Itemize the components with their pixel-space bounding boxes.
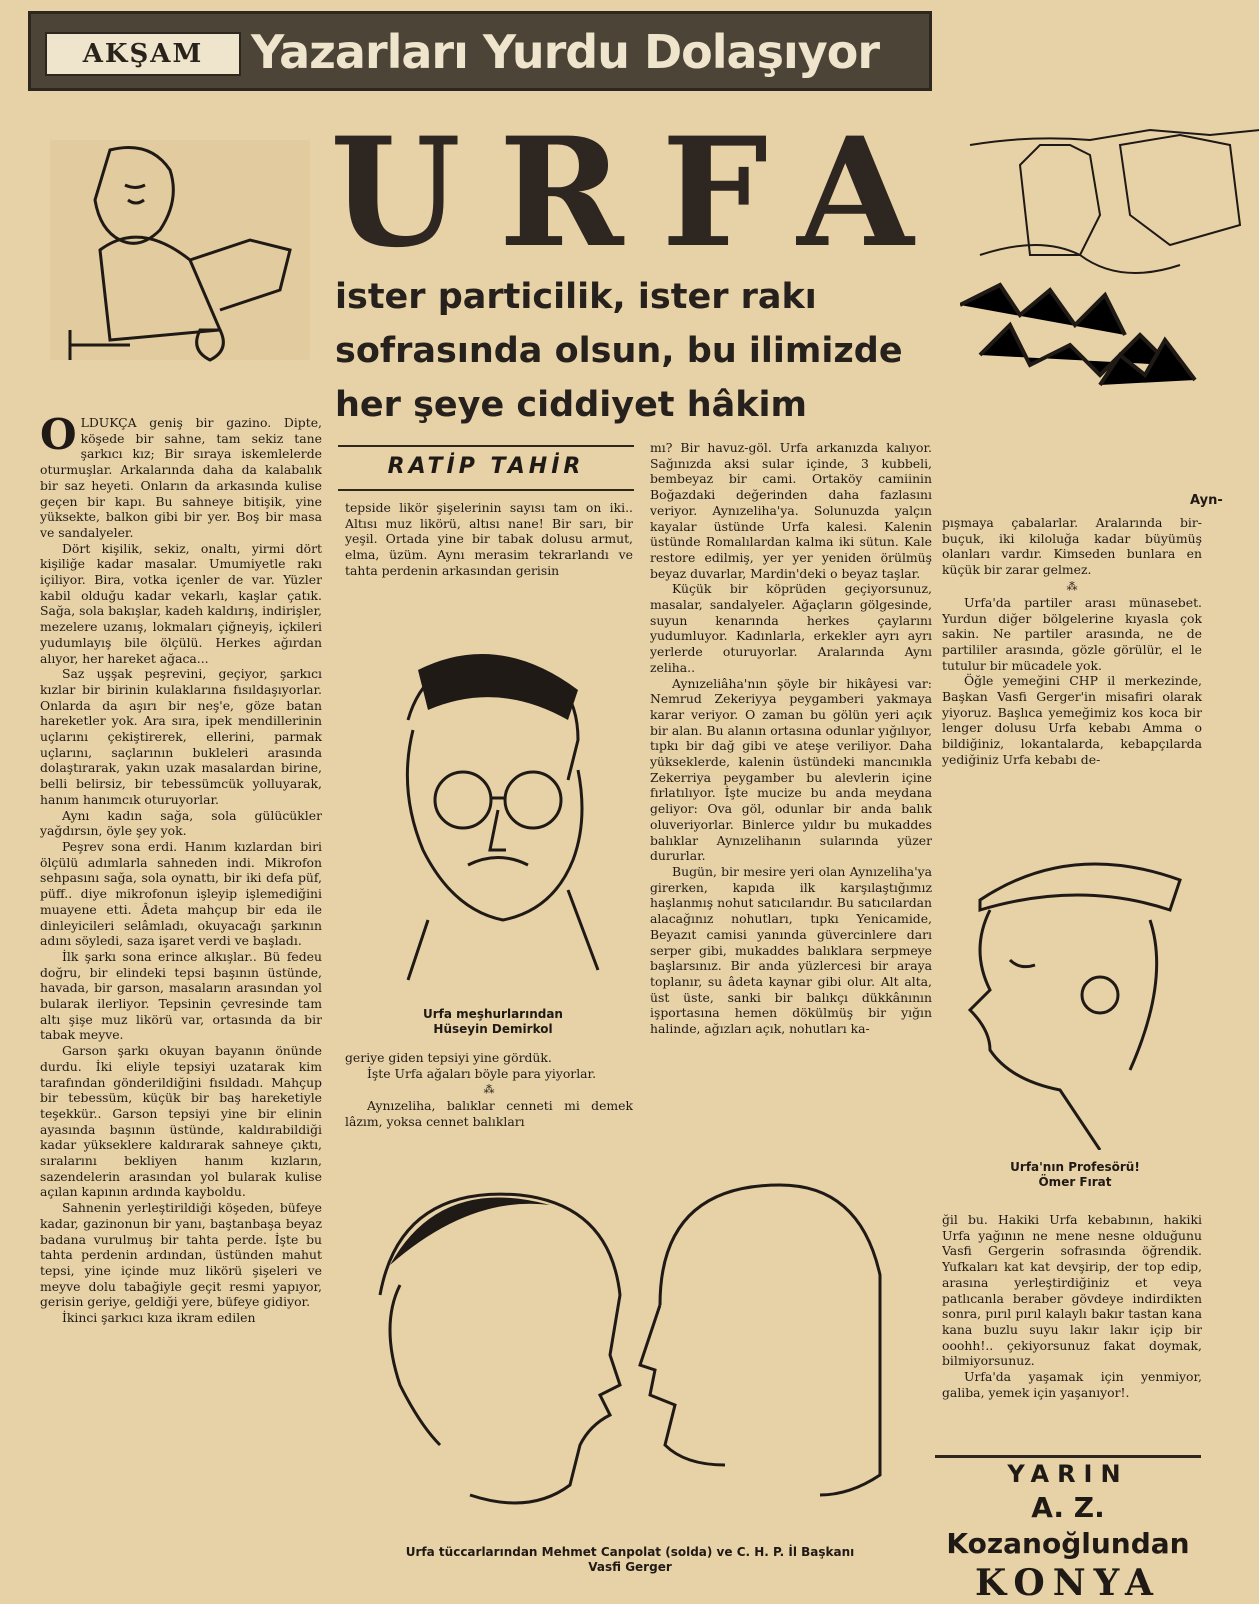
subheadline (335, 270, 940, 432)
firat-caption: Urfa'nın Profesörü! Ömer Fırat (1010, 1160, 1140, 1189)
yarin-label: YARIN (935, 1455, 1201, 1490)
paragraph: İlk şarkı sona erince alkışlar.. Bü fedeu doğru, bir elindeki tepsi başının üstünde, havada, bir garson, masaların arasından yol bularak ilerliyor. Tepsinin çevresinde tam altı şişe muz likörü var, ortasında da bir tabak meyve. (40, 948, 322, 1043)
next-city: KONYA (975, 1562, 1161, 1604)
section-stars: ⁂ (483, 1083, 495, 1097)
paragraph: Aynızeliâha'nın şöyle bir hikâyesi var: Nemrud Zekeriyya peygamberi yakmaya karar veriyor. O zaman bu gölün yeri açık bir alan. Bu alanın ortasına odunlar yığılıyor, tıpkı bir dağ gibi ve ateşe veriliyor. Daha yükseklerde, kalenin üstündeki mancınıkla Zekerriya peygamber bu alevlerin içine fırlatılıyor. İşte mucize bu anda meydana geliyor: Ova göl, odunlar bir anda balık oluveriyorlar. Binlerce yıldır bu mukaddes balıklar Aynızelihanın sularında yüzer dururlar. (650, 675, 932, 864)
paragraph: Urfa'da partiler arası münasebet. Yurdun diğer bölgelerine kıyasla çok sakin. Ne partiler arasında, ne de partililer arasında, gözle görülür, el le tutulur bir mücadele yok. (942, 594, 1202, 673)
next-installment-box (935, 1455, 1201, 1604)
byline-box (338, 445, 634, 491)
paragraph: Peşrev sona erdi. Hanım kızlardan biri ölçülü adımlarla sahneden indi. Mikrofon sehpasını sağa, sola oynattı, bir iki defa püf, püff.. diye mikrofonun işleyip işlemediğini muayene etti. Âdeta mahçup bir eda ile dinleyicileri selâmladı, okuyacağı şarkının adını söyledi, saza işaret verdi ve başladı. (40, 838, 322, 949)
cutoff-label: Ayn- (1190, 493, 1223, 508)
subhead-line: ister particilik, ister rakı (335, 277, 817, 317)
paragraph: Bugün, bir mesire yeri olan Aynızeliha'ya girerken, kapıda ilk karşılaştığımız haşlanmış nohut satıcılarıdır. Bu satıcılardan alacağınız nohutları, tıpkı Yenicamide, Beyazıt camisi yanında güvercinlere darı serper gibi, mukaddes balıklara serpmeye başlarsınız. Bir anda yüzlercesi bir araya toplanır, su âdeta kaynar gibi olur. Alt alta, üst üste, sanki bir balıkçı dükkânının işportasına hemen dökülmüş bir yığın halinde, ağızları açık, nohutları ka- (650, 863, 932, 1037)
demirkol-caption: Urfa meşhurlarından Hüseyin Demirkol (423, 1007, 563, 1036)
paragraph: İşte Urfa ağaları böyle para yiyorlar. (367, 1065, 597, 1081)
writer-caricature (40, 130, 320, 370)
aksam-logo: AKŞAM (45, 32, 241, 76)
series-title: Yazarları Yurdu Dolaşıyor (251, 25, 880, 79)
paragraph: Aynızeliha, balıklar cenneti mi demek lâzım, yoksa cennet balıkları (345, 1098, 633, 1130)
canpolat-gerger-caricature (350, 1165, 930, 1510)
column-4-bottom (942, 1212, 1202, 1447)
column-4-top (942, 515, 1202, 785)
paragraph: pışmaya çabalarlar. Aralarında bir-buçuk, iki kiloluğa kadar büyümüş olanları vardır. Kimseden bunlara en küçük bir zarar gelmez. (942, 515, 1202, 578)
masthead-banner (28, 11, 932, 91)
paragraph: Aynı kadın sağa, sola gülücükler yağdırsın, öyle şey yok. (40, 807, 322, 839)
next-author: A. Z. Kozanoğlundan (946, 1491, 1190, 1560)
urfa-castle-sketch (960, 105, 1259, 425)
paragraph: Garson şarkı okuyan bayanın önünde durdu. İki eliyle tepsiyi uzatarak kim tarafından gönderildiğini fısıldadı. Mahçup bir tebessüm, küçük bir baş hareketiyle teşekkür.. Garson tepsiyi yine bir elinin ayasında başının üstünde, kaldırabildiği kadar yükseklere kaldırarak sahneye çıktı, sıralarını bekliyen hanım kızların, sazendelerin arasından yol bularak kulise açılan kapının ardında kayboldu. (40, 1043, 322, 1200)
paragraph: ğil bu. Hakiki Urfa kebabının, hakiki Urfa yağının ne mene nesne olduğunu Vasfi Gergerin sofrasında öğrendik. Yufkaları kat kat devşirip, der top edip, arasına yerleştirdiğiniz et veya patlıcanla beraber gövdeye indirdikten sonra, pırıl pırıl kalaylı bakır tastan kana kana buzlu suyu lakır lakır içip bir ooohh!.. çekiyorsunuz fakat doymak, bilmiyorsunuz. (942, 1212, 1202, 1369)
paragraph: geriye giden tepsiyi yine gördük. (345, 1050, 552, 1065)
paragraph: Küçük bir köprüden geçiyorsunuz, masalar, sandalyeler. Ağaçların gölgesinde, suyun kenarında herkes çaylarını yudumluyor. Kadınlarla, erkekler ayrı ayrı yerlerde oturuyorlar. Aralarında Aynı zeliha.. (650, 581, 932, 675)
column-3 (650, 440, 932, 1160)
paragraph: OLDUKÇA geniş bir gazino. Dipte, köşede bir sahne, tam sekiz tane şarkıcı kız; Bir sıraya iskemlelerde oturmuşlar. Arkalarında daha da kalabalık bir saz heyeti. Onların da arkasında kulise geçen bir kapı. Bu sahneye bitişik, yine yüksekte, balkon gibi bir yer. Boş bir masa ve sandalyeler. (40, 415, 322, 540)
headline: URFA (330, 105, 952, 281)
column-1 (40, 415, 322, 1595)
column-2-top (345, 500, 633, 600)
paragraph: Saz uşşak peşrevini, geçiyor, şarkıcı kızlar bir birinin kulaklarına fısıldaşıyorlar. Onlarda da aşırı bir neş'e, göze batan hareketler yok. Ara sıra, ipek mendillerinin uçlarını çekiştirerek, ellerini, parmak uçlarını, saçlarının bukleleri arasında dolaştırarak, yakın uzak masalardan birine, belli belirsiz, bir tebessümcük yolluyarak, hanım hanımcık oturuyorlar. (40, 666, 322, 807)
paragraph: Öğle yemeğini CHP il merkezinde, Başkan Vasfi Gerger'in misafiri olarak yiyoruz. Başlıca yemeğimiz kos koca bir lenger dolusu Urfa kebabı Amma o bildiğiniz, lokantalarda, kebapçılarda yediğiniz Urfa kebabı de- (942, 673, 1202, 767)
paragraph: Dört kişilik, sekiz, onaltı, yirmi dört kişiliğe kadar masalar. Umumiyetle rakı içiliyor. Bira, votka içenler de var. Yüzler kabil olduğu kadar vekarlı, kaşlar çatık. Sağa, sola bakışlar, kadeh kaldırış, indirişler, mezelere uzanış, lokmaları çiğneyiş, içkileri yudumlayış bile ölçülü. Herkes ağırdan alıyor, her hareket ağaca... (40, 540, 322, 666)
paragraph: Sahnenin yerleştirildiği köşeden, büfeye kadar, gazinonun bir yanı, baştanbaşa beyaz badana vurulmuş bir tahta perde. İşte bu tahta perdenin ardından, üstünden mahut tepsi, yine içinde muz likörü şişeleri ve meyve dolu tabağiyle geçit resmi yapıyor, gerisin geriye, geldiği yere, büfeye gidiyor. (40, 1200, 322, 1310)
paragraph: Urfa'da yaşamak için yenmiyor, galiba, yemek için yaşanıyor!. (942, 1369, 1202, 1400)
subhead-line: her şeye ciddiyet hâkim (335, 385, 808, 425)
paragraph: mı? Bir havuz-göl. Urfa arkanızda kalıyor. Sağınızda aksi sular içinde, 3 kubbeli, bembeyaz bir cami. Ortaköy camiinin Boğazdaki değerinden daha fazlasını veriyor. Aynızeliha'ya. Solunuzda yalçın kayalar üstünde Urfa kalesi. Kalenin üstünde Romalılardan kalma iki sütun. Kale restore edilmiş, yer yer yeniden örülmüş beyaz duvarlar, Mardin'deki o beyaz taşlar. (650, 440, 932, 581)
firat-caricature (950, 820, 1200, 1150)
section-stars: ⁂ (1066, 579, 1078, 593)
paragraph: tepside likör şişelerinin sayısı tam on iki.. Altısı muz likörü, altısı nane! Bir sarı, bir yeşil. Ortada yine bir tabak dolusu armut, elma, üzüm. Aynı merasim tekrarlandı ve tahta perdenin arkasından gerisin (345, 500, 633, 578)
drop-cap: O (40, 415, 77, 459)
subhead-line: sofrasında olsun, bu ilimizde (335, 331, 903, 371)
bottom-caption: Urfa tüccarlarından Mehmet Canpolat (solda) ve C. H. P. İl Başkanı Vasfi Gerger (405, 1545, 855, 1574)
demirkol-caricature (368, 640, 618, 1000)
paragraph: İkinci şarkıcı kıza ikram edilen (62, 1310, 256, 1326)
byline: RATİP TAHİR (387, 454, 585, 479)
column-2-bottom (345, 1050, 633, 1160)
